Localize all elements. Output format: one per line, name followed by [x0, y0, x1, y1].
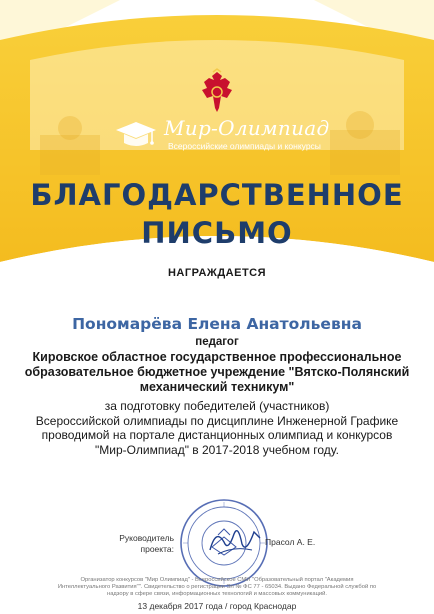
date-and-place: 13 декабря 2017 года / город Краснодар: [137, 601, 297, 611]
coat-of-arms-icon: [196, 68, 238, 114]
document-title-line-2: ПИСЬМО: [141, 216, 293, 250]
signature-label: [104, 533, 174, 555]
award-reason-line-1: за подготовку победителей (участников): [104, 399, 330, 413]
award-reason-line-3: проводимой на портале дистанционных олимпиад и конкурсов: [41, 428, 393, 442]
signatory-name: Прасол А. Е.: [265, 537, 316, 547]
signature-label-line-1: Руководитель: [119, 533, 174, 543]
document-title-line-1: БЛАГОДАРСТВЕННОЕ: [30, 178, 404, 212]
award-reason-line-2: Всероссийской олимпиады по дисциплине Инженерной Графике: [35, 413, 399, 428]
award-reason: [10, 399, 424, 457]
signature-label-line-2: проекта:: [140, 544, 174, 554]
awarded-label: НАГРАЖДАЕТСЯ: [167, 267, 267, 279]
award-reason-line-4: "Мир-Олимпиад" в 2017-2018 учебном году.: [95, 442, 339, 457]
organizer-note: Организатор конкурсов "Мир Олимпиад" - Всероссийское СМИ "Образовательный портал "Академия Интеллектуального Развития"". Свидетельство о регистрации Эл № ФС 77 - 65034. Выдано Федеральной службой по надзору в сфере связи, информационных технологий и массовых коммуникаций.: [57, 577, 377, 598]
mir-olimpiad-logo: [112, 112, 332, 156]
logo-title: Мир-Олимпиад: [164, 116, 330, 140]
recipient-organization: Кировское областное государственное профессиональное образовательное бюджетное учреждение "Вятско-Полянский механический техникум": [24, 350, 410, 394]
logo-subtitle: Всероссийские олимпиады и конкурсы: [168, 141, 321, 151]
graduation-cap-icon: [112, 116, 160, 154]
recipient-name: Пономарёва Елена Анатольевна: [72, 315, 362, 333]
recipient-role: педагог: [195, 336, 239, 348]
handwritten-signature: [204, 520, 264, 560]
